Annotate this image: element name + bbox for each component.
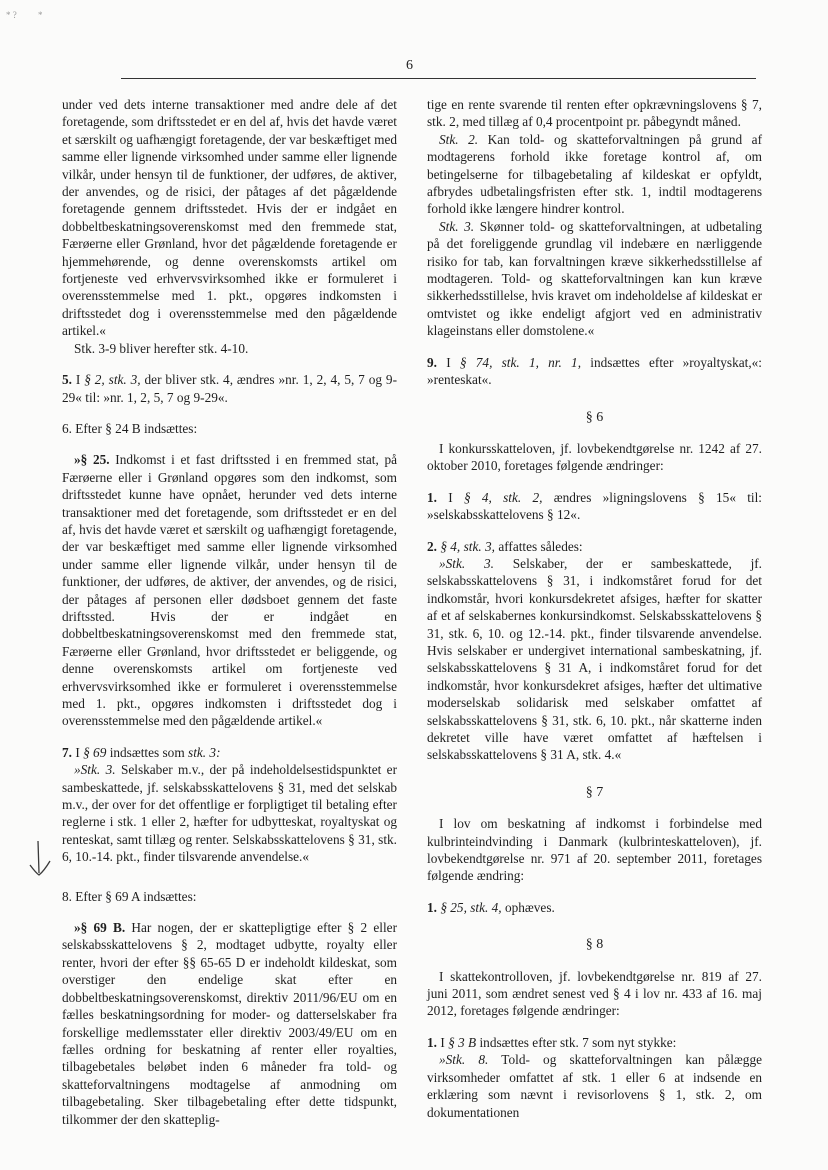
paragraph: tige en rente svarende til renten efter opkrævningslovens § 7, stk. 2, med tillæg af 0,4 procentpoint pr. påbegyndt måned. <box>427 97 762 130</box>
amendment-item-1: 1. I § 3 B indsættes efter stk. 7 som nyt stykke: <box>427 1034 677 1050</box>
paragraph-stk-8: »Stk. 8. Told- og skatteforvaltningen kan pålægge virksomheder omfattet af stk. 1 eller 6 at indsende en erklæring som nævnt i revisorlovens § 1, stk. 2, om dokumentationen <box>427 1052 762 1120</box>
amendment-item-8-intro: 8. Efter § 69 A indsættes: <box>62 888 197 904</box>
paragraph-stk-3: »Stk. 3. Selskaber, der er sambeskattede, jf. selskabsskattelovens § 31, i indkomståret forud for det indkomstår, hvori konkursdekretet afsiges, hæfter for skatter af et af selskabernes konkursindkomst. Selskabsskattelovens § 31, stk. 6, 10. og 12.-14. pkt., finder tilsvarende anvendelse. Hvis selskaber er undergivet international sambeskatning, jf. selskabsskattelovens § 31 A, i indkomståret forud for det indkomstår, hvor konkursdekret afsiges, hæfter det ultimative moderselskab solidarisk med selskaber omfattet af selskabsskattelovens § 31, stk. 6, 10. pkt., når skatterne inden dekretet ville have været omfattet af hæftelsen i selskabsskattelovens § 31 A, stk. 4.« <box>427 555 763 763</box>
paragraph: Stk. 3-9 bliver herefter stk. 4-10. <box>74 340 249 356</box>
paragraph: I skattekontrolloven, jf. lovbekendtgørelse nr. 819 af 27. juni 2011, som ændret senest ved § 4 i lov nr. 433 af 16. maj 2012, foretages følgende ændringer: <box>427 968 762 1019</box>
scan-mark: * ? <box>6 10 17 20</box>
amendment-item-2: 2. § 4, stk. 3, affattes således: <box>427 538 583 554</box>
amendment-item-7: 7. I § 69 indsættes som stk. 3: <box>62 744 221 760</box>
amendment-item-5: 5. I § 2, stk. 3, der bliver stk. 4, ændres »nr. 1, 2, 4, 5, 7 og 9-29« til: »nr. 1, 2, 5, 7 og 9-29«. <box>62 372 398 405</box>
amendment-item-6-intro: 6. Efter § 24 B indsættes: <box>62 420 198 436</box>
page-number: 6 <box>406 58 413 73</box>
header-rule <box>121 78 756 79</box>
paragraph: under ved dets interne transaktioner med andre dele af det foretagende, som driftsstedet er en del af, hvis det havde været et særskilt og uafhængigt foretagende, der var beskæftiget med samme eller lignende virksomhed under samme eller lignende vilkår, under hensyn til de funktioner, der udføres, de aktiver, der anvendes, og de risici, der påtages af det pågældende foretagende gennem driftsstedet. Hvis der er indgået en dobbeltbeskatningsoverenskomst med den fremmede stat, Færøerne eller Grønland, hvor det pågældende foretagende er hjemmehørende, og denne overenskomsts artikel om fortjeneste ved erhvervsvirksomhed ikke er formuleret i overensstemmelse med 1. pkt., opgøres indkomsten i driftsstedet dog i overensstemmelse med den pågældende artikel.« <box>62 97 397 339</box>
amendment-item-1: 1. § 25, stk. 4, ophæves. <box>427 899 555 915</box>
right-column <box>427 96 762 1121</box>
amendment-item-9: 9. I § 74, stk. 1, nr. 1, indsættes efter »royaltyskat,«: »renteskat«. <box>427 354 762 388</box>
left-column <box>62 96 397 1128</box>
paragraph-section-25: »§ 25. Indkomst i et fast driftssted i en fremmed stat, på Færøerne eller i Grønland opgøres som den indkomst, som driftsstedet kunne have opnået, herunder ved dets interne transaktioner med det foretagende, som driftsstedet er en del af, hvis det havde været et særskilt og uafhængigt foretagende, der var beskæftiget med samme eller lignende virksomhed under samme eller lignende vilkår, under hensyn til de funktioner, der udføres, de aktiver, der anvendes, og de risici, der påtages af personen eller dødsboet gennem det faste driftssted. Hvis der er indgået en dobbeltbeskatningsoverenskomst med den fremmede stat, Færøerne eller Grønland, hvor driftsstedet er beliggende, og denne overenskomsts artikel om fortjeneste ved erhvervsvirksomhed ikke er formuleret i overensstemmelse med 1. pkt., opgøres indkomsten i driftsstedet dog i overensstemmelse med den pågældende artikel.« <box>62 452 398 729</box>
amendment-item-1: 1. I § 4, stk. 2, ændres »ligningslovens § 15« til: »selskabsskattelovens § 12«. <box>427 489 763 523</box>
paragraph-stk-2: Stk. 2. Kan told- og skatteforvaltningen på grund af modtagerens forhold ikke foretage kontrol af, om betingelserne for tilbagebetaling af kildeskat er opfyldt, afbrydes udbetalingsfristen efter stk. 1, indtil modtagerens forhold ikke længere hindrer kontrol. <box>427 131 762 217</box>
paragraph-stk-3: Stk. 3. Skønner told- og skatteforvaltningen, at udbetaling på det foreliggende grundlag vil indebære en nærliggende risiko for tab, kan forvaltningen kræve sikkerhedsstillelse af modtageren. Told- og skatteforvaltningen kan kun kræve sikkerhedsstillelse, hvis kravet om indeholdelse af kildeskat er omtvistet og ikke endeligt afgjort ved en administrativ klageinstans eller domstolene.« <box>427 218 762 339</box>
paragraph: I konkursskatteloven, jf. lovbekendtgørelse nr. 1242 af 27. oktober 2010, foretages følgende ændringer: <box>427 440 762 474</box>
paragraph-section-69b: »§ 69 B. Har nogen, der er skattepligtige efter § 2 eller selskabsskattelovens § 2, modtaget udbytte, royalty eller renter, hvori der efter §§ 65-65 D er indeholdt kildeskat, som overstiger den endelige skat efter en dobbeltbeskatningsoverenskomst, direktiv 2011/96/EU om en fælles beskatningsordning for moder- og datterselskaber fra forskellige medlemsstater eller direktiv 2003/49/EU om en fælles ordning for beskatning af renter eller royalties, tilbagebetales beløbet inden 6 måneder fra told- og skatteforvaltningens modtagelse af anmodning om tilbagebetaling. Sker tilbagebetaling efter dette tidspunkt, tilkommer der den skatteplig- <box>62 920 397 1127</box>
handwritten-arrow-mark <box>28 839 58 879</box>
paragraph: I lov om beskatning af indkomst i forbindelse med kulbrinteindvinding i Danmark (kulbrinteskatteloven), jf. lovbekendtgørelse nr. 971 af 20. september 2011, foretages følgende ændring: <box>427 816 762 884</box>
section-heading: § 7 <box>585 784 604 800</box>
section-heading: § 8 <box>585 937 604 953</box>
scan-mark: * <box>38 10 43 20</box>
paragraph-stk-3: »Stk. 3. Selskaber m.v., der på indeholdelsestidspunktet er sambeskattede, jf. selskabsskattelovens § 31, med det selskab m.v., der over for det offentlige er forpligtiget til betaling efter reglerne i stk. 1 eller 2, hæfter for udbytteskat, royaltyskat og renteskat, samt tillæg og renter. Selskabsskattelovens § 31, stk. 6, 10.-14. pkt., finder tilsvarende anvendelse.« <box>62 762 398 865</box>
section-heading: § 6 <box>585 409 604 425</box>
